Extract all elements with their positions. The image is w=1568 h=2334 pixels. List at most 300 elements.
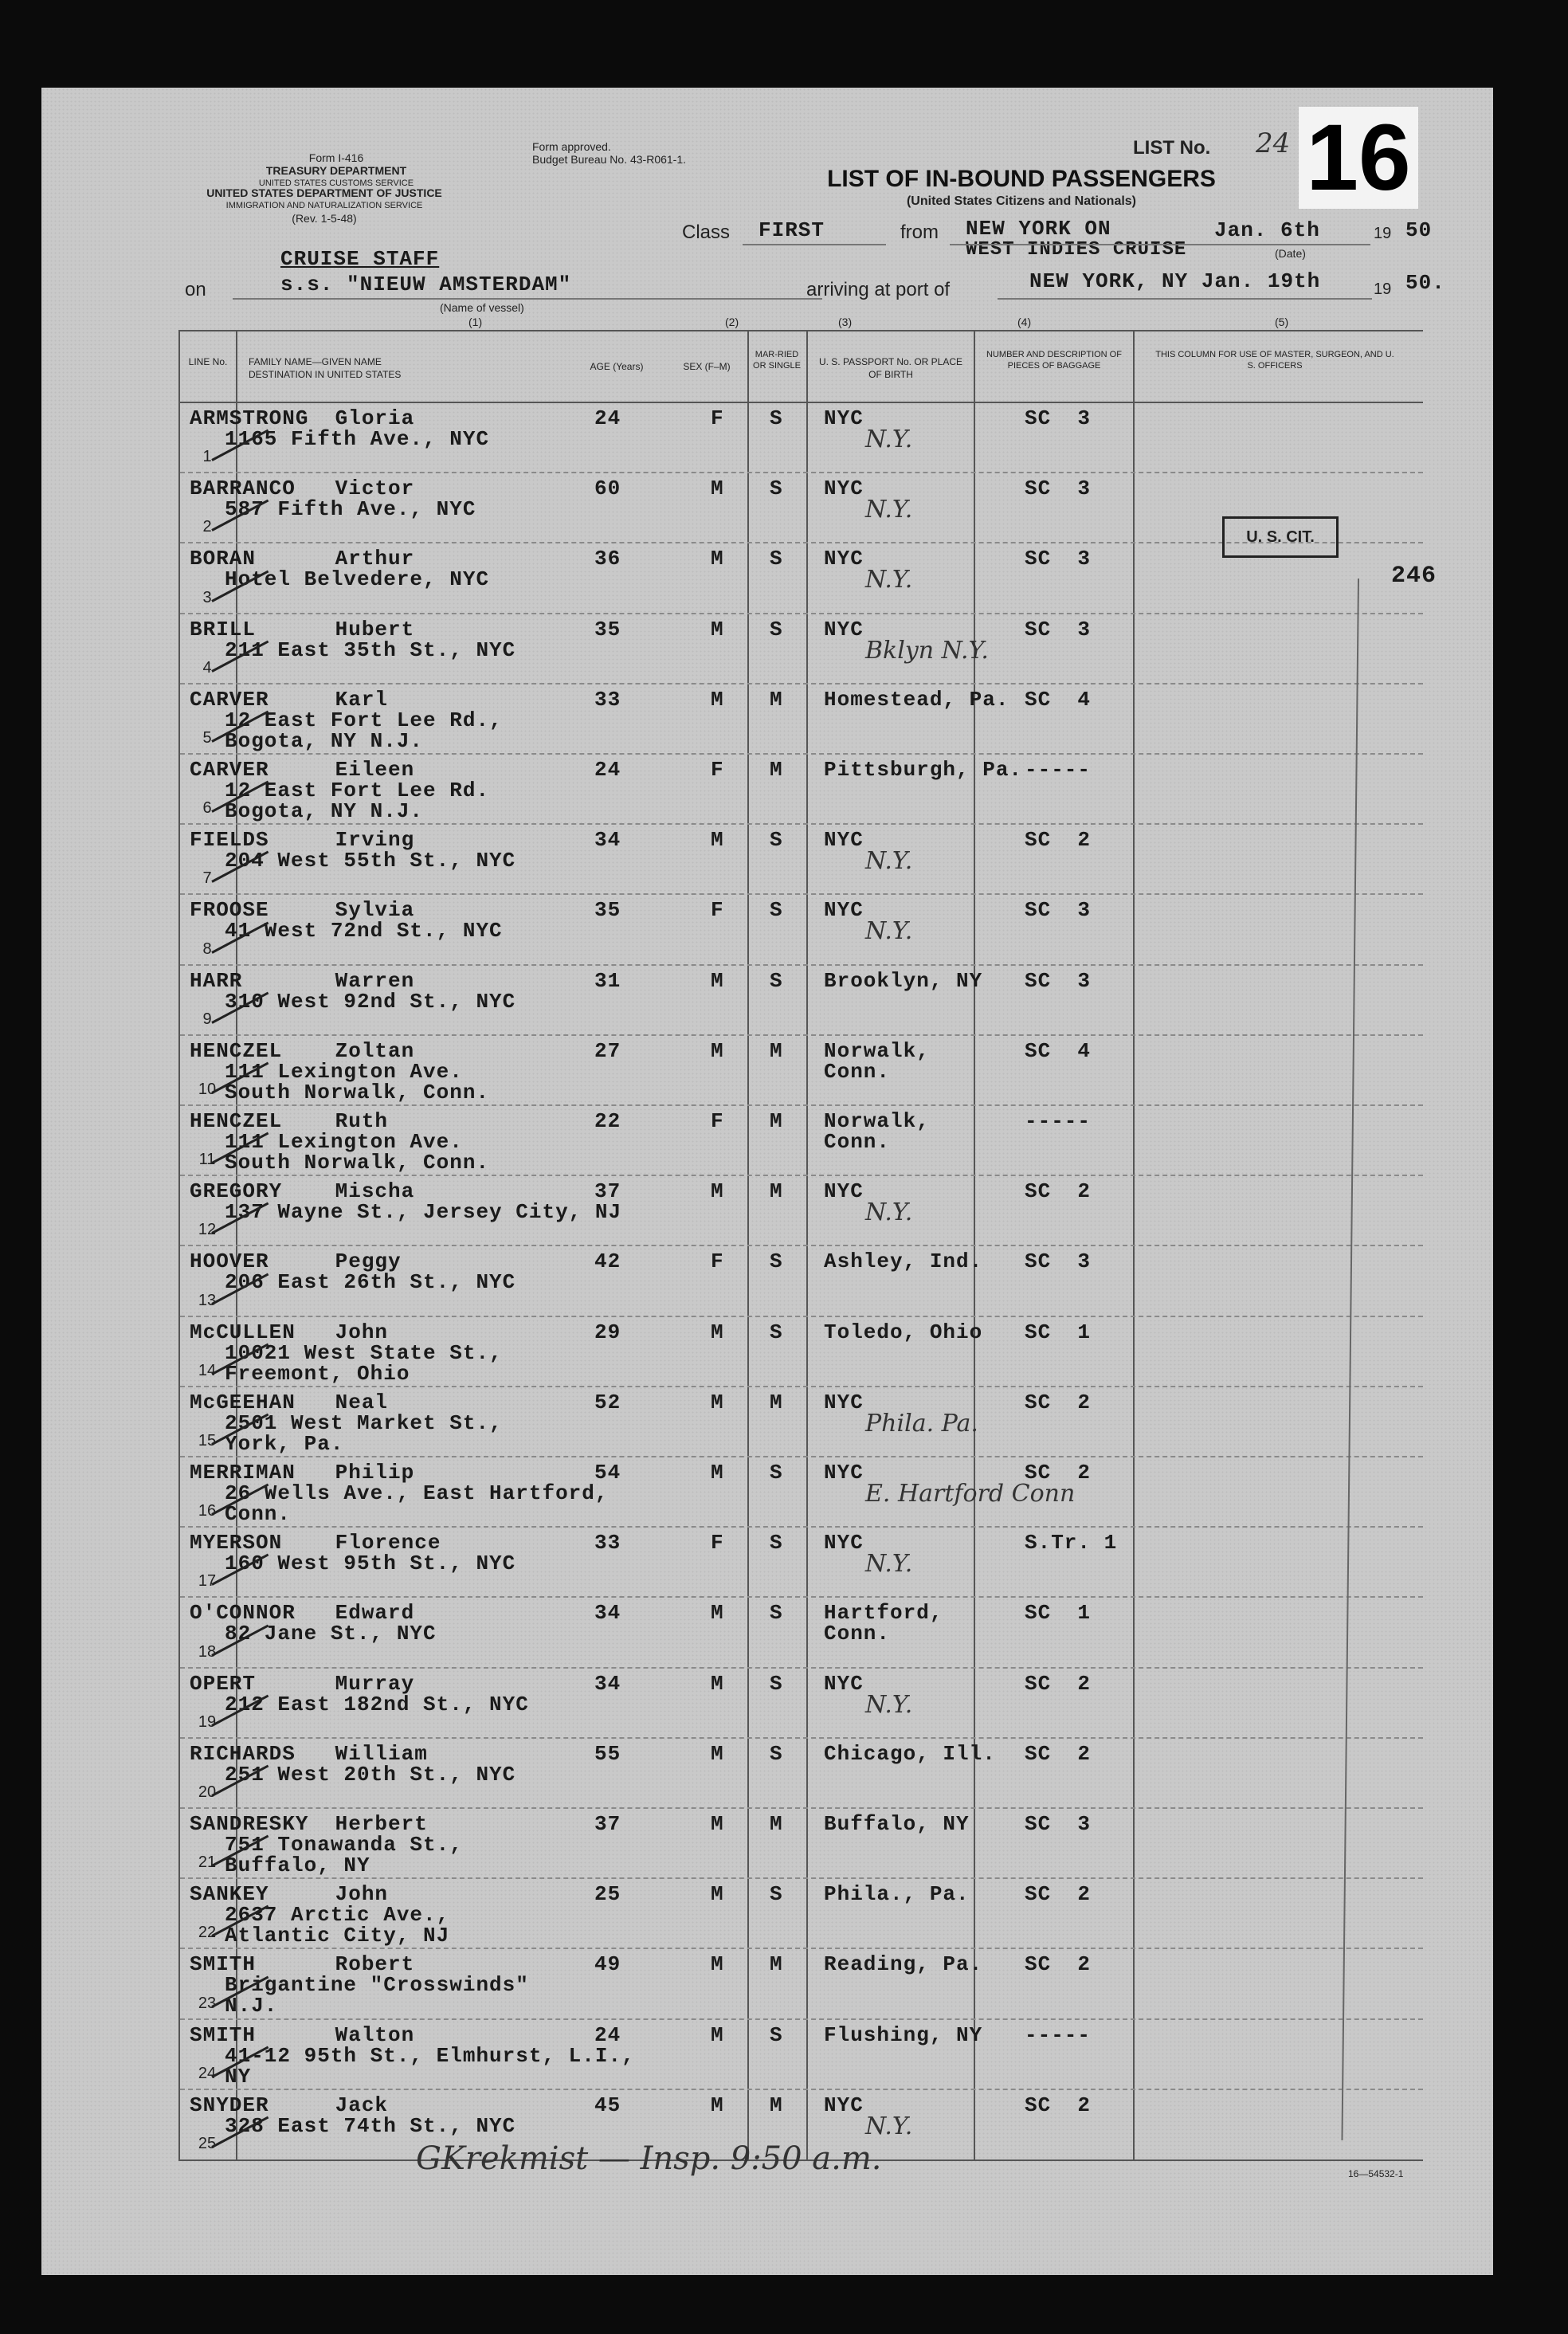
on-label: on: [185, 279, 206, 300]
passenger-marital-status: S: [770, 1601, 783, 1626]
header-married: MAR-RIED OR SINGLE: [753, 350, 801, 371]
page-subtitle: (United States Citizens and Nationals): [906, 194, 1137, 208]
line-number: 22: [198, 1924, 217, 1942]
header-age: AGE (Years): [590, 361, 644, 372]
passenger-destination: 111 Lexington Ave.: [225, 1059, 463, 1084]
line-number: 8: [202, 939, 212, 958]
passenger-destination: 2501 West Market St.,: [225, 1410, 503, 1435]
passenger-baggage: SC 3: [1025, 477, 1092, 501]
passenger-marital-status: S: [770, 617, 783, 641]
passenger-sex: M: [711, 1601, 724, 1626]
passenger-marital-status: S: [770, 1671, 783, 1696]
passenger-baggage: SC 3: [1025, 406, 1092, 430]
passenger-birthplace: Chicago, Ill.: [824, 1741, 996, 1766]
passenger-age: 52: [594, 1390, 621, 1414]
line-number: 7: [202, 869, 212, 888]
passenger-destination: 751 Tonawanda St.,: [225, 1833, 463, 1857]
line-number: 18: [198, 1642, 217, 1661]
passenger-birthplace: Conn.: [824, 1622, 891, 1646]
budget-label: Budget Bureau No. 43-R061-1.: [532, 153, 687, 166]
passenger-destination: 204 West 55th St., NYC: [225, 849, 516, 873]
passenger-destination: 251 West 20th St., NYC: [225, 1762, 516, 1787]
table-row: [180, 1034, 1423, 1104]
passenger-age: 35: [594, 617, 621, 641]
header-sex: SEX (F–M): [683, 361, 731, 372]
passenger-baggage: SC 4: [1025, 687, 1092, 712]
line-number: 13: [198, 1291, 217, 1309]
handwritten-birthplace: N.Y.: [865, 1198, 913, 1227]
passenger-marital-status: S: [770, 1249, 783, 1274]
passenger-marital-status: M: [770, 758, 783, 782]
handwritten-birthplace: N.Y.: [865, 1550, 913, 1579]
handwritten-birthplace: N.Y.: [865, 917, 913, 946]
handwritten-birthplace: Phila. Pa.: [865, 1409, 978, 1438]
passenger-birthplace: Phila., Pa.: [824, 1882, 970, 1907]
from-year-prefix: 19: [1374, 225, 1392, 242]
passenger-destination: Conn.: [225, 1502, 292, 1526]
line-number: 24: [198, 2064, 217, 2082]
passenger-destination: South Norwalk, Conn.: [225, 1080, 490, 1104]
passenger-age: 31: [594, 968, 621, 993]
passenger-birthplace: Conn.: [824, 1130, 891, 1154]
passenger-name: OPERT Murray: [190, 1671, 415, 1696]
passenger-destination: Buffalo, NY: [225, 1853, 370, 1877]
passenger-name: HARR Warren: [190, 968, 415, 993]
passenger-destination: 587 Fifth Ave., NYC: [225, 497, 476, 522]
column-number-5: (5): [1275, 316, 1289, 328]
passenger-baggage: S.Tr. 1: [1025, 1531, 1118, 1555]
table-row: [180, 683, 1423, 753]
passenger-baggage: SC 2: [1025, 1390, 1092, 1414]
passenger-destination: 111 Lexington Ave.: [225, 1130, 463, 1154]
passenger-name: MERRIMAN Philip: [190, 1461, 415, 1485]
passenger-marital-status: M: [770, 1038, 783, 1063]
passenger-birthplace: NYC: [824, 1531, 864, 1555]
passenger-marital-status: S: [770, 828, 783, 853]
approval-block: [532, 140, 771, 166]
passenger-name: CARVER Eileen: [190, 758, 415, 782]
handwritten-birthplace: Bklyn N.Y.: [865, 636, 989, 665]
arriving-year: 50.: [1405, 271, 1445, 295]
table-row: [180, 1596, 1423, 1666]
line-number: 2: [202, 518, 212, 536]
passenger-marital-status: S: [770, 547, 783, 571]
passenger-sex: M: [711, 1390, 724, 1414]
passenger-name: HENCZEL Zoltan: [190, 1038, 415, 1063]
passenger-baggage: SC 2: [1025, 1741, 1092, 1766]
passenger-sex: M: [711, 968, 724, 993]
passenger-marital-status: S: [770, 968, 783, 993]
vessel-name: s.s. "NIEUW AMSTERDAM": [280, 273, 572, 296]
table-row: [180, 1948, 1423, 2018]
stamp-number: 246: [1391, 563, 1437, 590]
passenger-sex: M: [711, 1952, 724, 1977]
table-row: [180, 1807, 1423, 1877]
passenger-birthplace: Toledo, Ohio: [824, 1320, 983, 1344]
passenger-sex: M: [711, 2022, 724, 2047]
citizen-stamp: [1222, 516, 1339, 558]
passenger-sex: M: [711, 1320, 724, 1344]
passenger-name: BARRANCO Victor: [190, 477, 415, 501]
vessel-caption: (Name of vessel): [440, 301, 524, 314]
passenger-destination: 2637 Arctic Ave.,: [225, 1903, 450, 1928]
passenger-marital-status: S: [770, 1461, 783, 1485]
passenger-destination: Hotel Belvedere, NYC: [225, 567, 490, 592]
class-value: FIRST: [759, 218, 825, 242]
revision-label: (Rev. 1-5-48): [292, 212, 357, 225]
passenger-marital-status: M: [770, 1390, 783, 1414]
citizen-stamp-text: U. S. CIT.: [1246, 528, 1315, 546]
passenger-birthplace: Norwalk,: [824, 1038, 930, 1063]
passenger-age: 27: [594, 1038, 621, 1063]
passenger-baggage: SC 3: [1025, 1812, 1092, 1836]
passenger-sex: F: [711, 406, 724, 430]
manifest-page: [41, 88, 1493, 2275]
manifest-table: [178, 330, 1437, 2161]
passenger-marital-status: S: [770, 1741, 783, 1766]
page-title: LIST OF IN-BOUND PASSENGERS: [827, 166, 1216, 192]
line-number: 10: [198, 1080, 217, 1098]
passenger-name: HENCZEL Ruth: [190, 1109, 389, 1133]
passenger-age: 34: [594, 1671, 621, 1696]
passenger-birthplace: NYC: [824, 1671, 864, 1696]
table-row: [180, 893, 1423, 963]
passenger-destination: 41-12 95th St., Elmhurst, L.I.,: [225, 2043, 635, 2068]
passenger-destination: NY: [225, 2064, 252, 2089]
line-number: 11: [198, 1151, 216, 1169]
passenger-birthplace: NYC: [824, 828, 864, 853]
passenger-birthplace: NYC: [824, 1461, 864, 1485]
passenger-baggage: SC 2: [1025, 2093, 1092, 2117]
passenger-name: SMITH Walton: [190, 2022, 415, 2047]
passenger-baggage: SC 1: [1025, 1601, 1092, 1626]
passenger-birthplace: Reading, Pa.: [824, 1952, 983, 1977]
passenger-name: BRILL Hubert: [190, 617, 415, 641]
from-line1: NEW YORK ON: [966, 217, 1111, 241]
line-number: 17: [198, 1572, 217, 1591]
passenger-age: 45: [594, 2093, 621, 2117]
passenger-birthplace: NYC: [824, 617, 864, 641]
passenger-marital-status: M: [770, 1109, 783, 1133]
passenger-birthplace: NYC: [824, 406, 864, 430]
passenger-destination: 212 East 182nd St., NYC: [225, 1692, 529, 1716]
passenger-name: HOOVER Peggy: [190, 1249, 402, 1274]
page-number: 16: [1306, 105, 1411, 210]
passenger-baggage: SC 3: [1025, 1249, 1092, 1274]
passenger-baggage: SC 3: [1025, 898, 1092, 923]
line-number: 12: [198, 1221, 217, 1239]
passenger-destination: 137 Wayne St., Jersey City, NJ: [225, 1200, 622, 1225]
passenger-sex: M: [711, 1671, 724, 1696]
table-row: [180, 1175, 1423, 1245]
passenger-baggage: SC 2: [1025, 1179, 1092, 1204]
passenger-age: 24: [594, 758, 621, 782]
passenger-sex: M: [711, 2093, 724, 2117]
line-number: 9: [202, 1010, 212, 1028]
passenger-age: 24: [594, 406, 621, 430]
passenger-age: 25: [594, 1882, 621, 1907]
table-row: [180, 1456, 1423, 1526]
passenger-name: FIELDS Irving: [190, 828, 415, 853]
passenger-baggage: SC 2: [1025, 1882, 1092, 1907]
passenger-destination: Bogota, NY N.J.: [225, 728, 424, 753]
justice-label: UNITED STATES DEPARTMENT OF JUSTICE: [206, 186, 442, 199]
passenger-name: O'CONNOR Edward: [190, 1601, 415, 1626]
passenger-baggage: SC 2: [1025, 1671, 1092, 1696]
form-number: Form I-416: [308, 151, 364, 164]
from-label: from: [900, 222, 939, 243]
passenger-marital-status: S: [770, 2022, 783, 2047]
passenger-baggage: SC 2: [1025, 1952, 1092, 1977]
table-row: [180, 613, 1423, 683]
passenger-name: MYERSON Florence: [190, 1531, 441, 1555]
table-row: [180, 1526, 1423, 1596]
arriving-value: NEW YORK, NY Jan. 19th: [1029, 269, 1321, 293]
passenger-destination: 41 West 72nd St., NYC: [225, 919, 503, 943]
passenger-birthplace: NYC: [824, 1390, 864, 1414]
passenger-sex: M: [711, 687, 724, 712]
passenger-age: 36: [594, 547, 621, 571]
passenger-birthplace: Pittsburgh, Pa.: [824, 758, 1023, 782]
line-number: 25: [198, 2134, 217, 2152]
passenger-destination: N.J.: [225, 1994, 278, 2018]
passenger-baggage: SC 2: [1025, 1461, 1092, 1485]
table-row: [180, 964, 1423, 1034]
passenger-name: McGEEHAN Neal: [190, 1390, 389, 1414]
table-row: [180, 823, 1423, 893]
passenger-age: 24: [594, 2022, 621, 2047]
arriving-year-prefix: 19: [1374, 280, 1392, 298]
passenger-destination: 160 West 95th St., NYC: [225, 1551, 516, 1576]
passenger-birthplace: Homestead, Pa.: [824, 687, 1009, 712]
passenger-birthplace: NYC: [824, 477, 864, 501]
passenger-name: SANKEY John: [190, 1882, 389, 1907]
passenger-sex: F: [711, 758, 724, 782]
passenger-destination: South Norwalk, Conn.: [225, 1151, 490, 1175]
passenger-baggage: SC 2: [1025, 828, 1092, 853]
passenger-birthplace: Conn.: [824, 1059, 891, 1084]
passenger-sex: M: [711, 1882, 724, 1907]
passenger-baggage: SC 3: [1025, 547, 1092, 571]
passenger-sex: M: [711, 547, 724, 571]
passenger-name: SMITH Robert: [190, 1952, 415, 1977]
passenger-age: 42: [594, 1249, 621, 1274]
passenger-sex: M: [711, 1461, 724, 1485]
passenger-age: 49: [594, 1952, 621, 1977]
passenger-marital-status: M: [770, 2093, 783, 2117]
list-no-value: 24: [1256, 127, 1291, 159]
cruise-staff-label: CRUISE STAFF: [280, 247, 440, 271]
passenger-marital-status: M: [770, 687, 783, 712]
passenger-destination: York, Pa.: [225, 1431, 344, 1456]
handwritten-birthplace: N.Y.: [865, 426, 913, 453]
header-name: FAMILY NAME—GIVEN NAME: [249, 356, 382, 367]
passenger-destination: 211 East 35th St., NYC: [225, 637, 516, 662]
passenger-marital-status: S: [770, 1531, 783, 1555]
passenger-birthplace: Ashley, Ind.: [824, 1249, 983, 1274]
table-row: [180, 2018, 1423, 2089]
header-officers: THIS COLUMN FOR USE OF MASTER, SURGEON, AND U. S. OFFICERS: [1155, 350, 1394, 371]
table-row: [180, 1877, 1423, 1948]
line-number: 3: [202, 588, 212, 606]
passenger-birthplace: Norwalk,: [824, 1109, 930, 1133]
passenger-destination: 310 West 92nd St., NYC: [225, 989, 516, 1014]
passenger-sex: M: [711, 1179, 724, 1204]
customs-label: UNITED STATES CUSTOMS SERVICE: [258, 178, 414, 188]
line-number: 16: [198, 1502, 217, 1520]
passenger-birthplace: NYC: [824, 547, 864, 571]
line-number: 14: [198, 1361, 217, 1379]
passenger-sex: F: [711, 898, 724, 923]
passenger-age: 37: [594, 1812, 621, 1836]
class-label: Class: [682, 222, 731, 243]
passenger-baggage: SC 1: [1025, 1320, 1092, 1344]
passenger-name: McCULLEN John: [190, 1320, 389, 1344]
passenger-name: CARVER Karl: [190, 687, 389, 712]
passenger-name: SNYDER Jack: [190, 2093, 389, 2117]
passenger-destination: 206 East 26th St., NYC: [225, 1270, 516, 1295]
passenger-destination: Brigantine "Crosswinds": [225, 1973, 529, 1998]
passenger-age: 33: [594, 1531, 621, 1555]
passenger-name: FROOSE Sylvia: [190, 898, 415, 923]
passenger-baggage: SC 3: [1025, 617, 1092, 641]
passenger-age: 37: [594, 1179, 621, 1204]
passenger-name: BORAN Arthur: [190, 547, 415, 571]
from-line2: WEST INDIES CRUISE: [966, 239, 1187, 261]
passenger-destination: Freemont, Ohio: [225, 1361, 410, 1386]
passenger-destination: 12 East Fort Lee Rd.,: [225, 708, 503, 732]
passenger-destination: 1165 Fifth Ave., NYC: [225, 427, 490, 451]
passenger-marital-status: S: [770, 898, 783, 923]
header-line-no: LINE No.: [188, 356, 228, 367]
column-number-4: (4): [1017, 316, 1032, 328]
line-number: 19: [198, 1712, 217, 1731]
passenger-sex: M: [711, 1038, 724, 1063]
header-baggage: NUMBER AND DESCRIPTION OF PIECES OF BAGGAGE: [986, 350, 1122, 371]
handwritten-birthplace: N.Y.: [865, 1690, 913, 1719]
form-agency-block: [241, 151, 432, 190]
passenger-birthplace: Brooklyn, NY: [824, 968, 983, 993]
line-number: 6: [202, 799, 212, 818]
from-date: Jan. 6th: [1214, 218, 1320, 242]
passenger-destination: 82 Jane St., NYC: [225, 1622, 437, 1646]
passenger-baggage: SC 4: [1025, 1038, 1092, 1063]
date-caption: (Date): [1275, 247, 1306, 260]
passenger-age: 22: [594, 1109, 621, 1133]
passenger-marital-status: S: [770, 1882, 783, 1907]
passenger-destination: 10021 West State St.,: [225, 1340, 503, 1365]
header-passport: U. S. PASSPORT No. OR PLACE OF BIRTH: [818, 356, 963, 380]
passenger-birthplace: NYC: [824, 898, 864, 923]
passenger-age: 34: [594, 1601, 621, 1626]
treasury-label: TREASURY DEPARTMENT: [265, 164, 407, 177]
passenger-sex: M: [711, 617, 724, 641]
passenger-baggage: SC 3: [1025, 968, 1092, 993]
passenger-age: 55: [594, 1741, 621, 1766]
line-number: 15: [198, 1431, 217, 1449]
from-year: 50: [1405, 218, 1433, 242]
handwritten-birthplace: N.Y.: [865, 496, 913, 524]
passenger-sex: F: [711, 1249, 724, 1274]
justice-block: [173, 186, 476, 225]
passenger-destination: 12 East Fort Lee Rd.: [225, 779, 490, 802]
line-number: 5: [202, 728, 212, 747]
passenger-baggage: -----: [1025, 2022, 1092, 2047]
handwritten-birthplace: N.Y.: [865, 847, 913, 876]
passenger-destination: Bogota, NY N.J.: [225, 799, 424, 823]
passenger-age: 35: [594, 898, 621, 923]
approval-label: Form approved.: [532, 140, 611, 153]
passenger-name: SANDRESKY Herbert: [190, 1812, 428, 1836]
column-number-3: (3): [838, 316, 853, 328]
page-number-tab: [1299, 107, 1418, 209]
line-number: 23: [198, 1994, 217, 2012]
passenger-sex: F: [711, 1531, 724, 1555]
passenger-age: 34: [594, 828, 621, 853]
passenger-sex: M: [711, 1741, 724, 1766]
passenger-birthplace: Flushing, NY: [824, 2022, 983, 2047]
handwritten-birthplace: N.Y.: [865, 566, 913, 594]
line-number: 1: [202, 448, 212, 466]
passenger-marital-status: M: [770, 1812, 783, 1836]
passenger-sex: M: [711, 477, 724, 501]
line-number: 20: [198, 1783, 217, 1801]
table-row: [180, 1737, 1423, 1807]
passenger-destination: 328 East 74th St., NYC: [225, 2113, 516, 2138]
column-number-1: (1): [468, 316, 483, 328]
passenger-birthplace: Buffalo, NY: [824, 1812, 970, 1836]
table-row: [180, 402, 1423, 472]
passenger-birthplace: Hartford,: [824, 1601, 943, 1626]
passenger-age: 54: [594, 1461, 621, 1485]
passenger-destination: 26 Wells Ave., East Hartford,: [225, 1481, 609, 1505]
passenger-age: 33: [594, 687, 621, 712]
table-row: [180, 1316, 1423, 1386]
passenger-marital-status: S: [770, 477, 783, 501]
passenger-sex: F: [711, 1109, 724, 1133]
footer-code: 16—54532-1: [1348, 2168, 1404, 2179]
passenger-marital-status: S: [770, 406, 783, 430]
passenger-birthplace: NYC: [824, 2093, 864, 2117]
passenger-birthplace: NYC: [824, 1179, 864, 1204]
passenger-baggage: -----: [1025, 1109, 1092, 1133]
table-row: [180, 1104, 1423, 1175]
inspector-signature: GKrekmist — Insp. 9:50 a.m.: [416, 2140, 882, 2177]
passenger-sex: M: [711, 828, 724, 853]
passenger-age: 29: [594, 1320, 621, 1344]
passenger-name: RICHARDS William: [190, 1741, 428, 1766]
passenger-name: GREGORY Mischa: [190, 1179, 415, 1204]
passenger-age: 60: [594, 477, 621, 501]
passenger-marital-status: M: [770, 1952, 783, 1977]
passenger-baggage: -----: [1025, 758, 1092, 782]
list-no-label: LIST No.: [1133, 137, 1211, 159]
column-number-2: (2): [725, 316, 739, 328]
table-row: [180, 753, 1423, 823]
header-destination: DESTINATION IN UNITED STATES: [249, 369, 402, 380]
passenger-sex: M: [711, 1812, 724, 1836]
line-number: 21: [198, 1853, 217, 1872]
passenger-destination: Atlantic City, NJ: [225, 1924, 450, 1948]
table-row: [180, 1245, 1423, 1315]
arriving-label: arriving at port of: [806, 279, 951, 300]
table-row: [180, 1386, 1423, 1456]
passenger-marital-status: S: [770, 1320, 783, 1344]
handwritten-birthplace: E. Hartford Conn: [865, 1480, 1076, 1508]
passenger-marital-status: M: [770, 1179, 783, 1204]
ins-label: IMMIGRATION AND NATURALIZATION SERVICE: [225, 201, 423, 210]
table-row: [180, 1667, 1423, 1737]
